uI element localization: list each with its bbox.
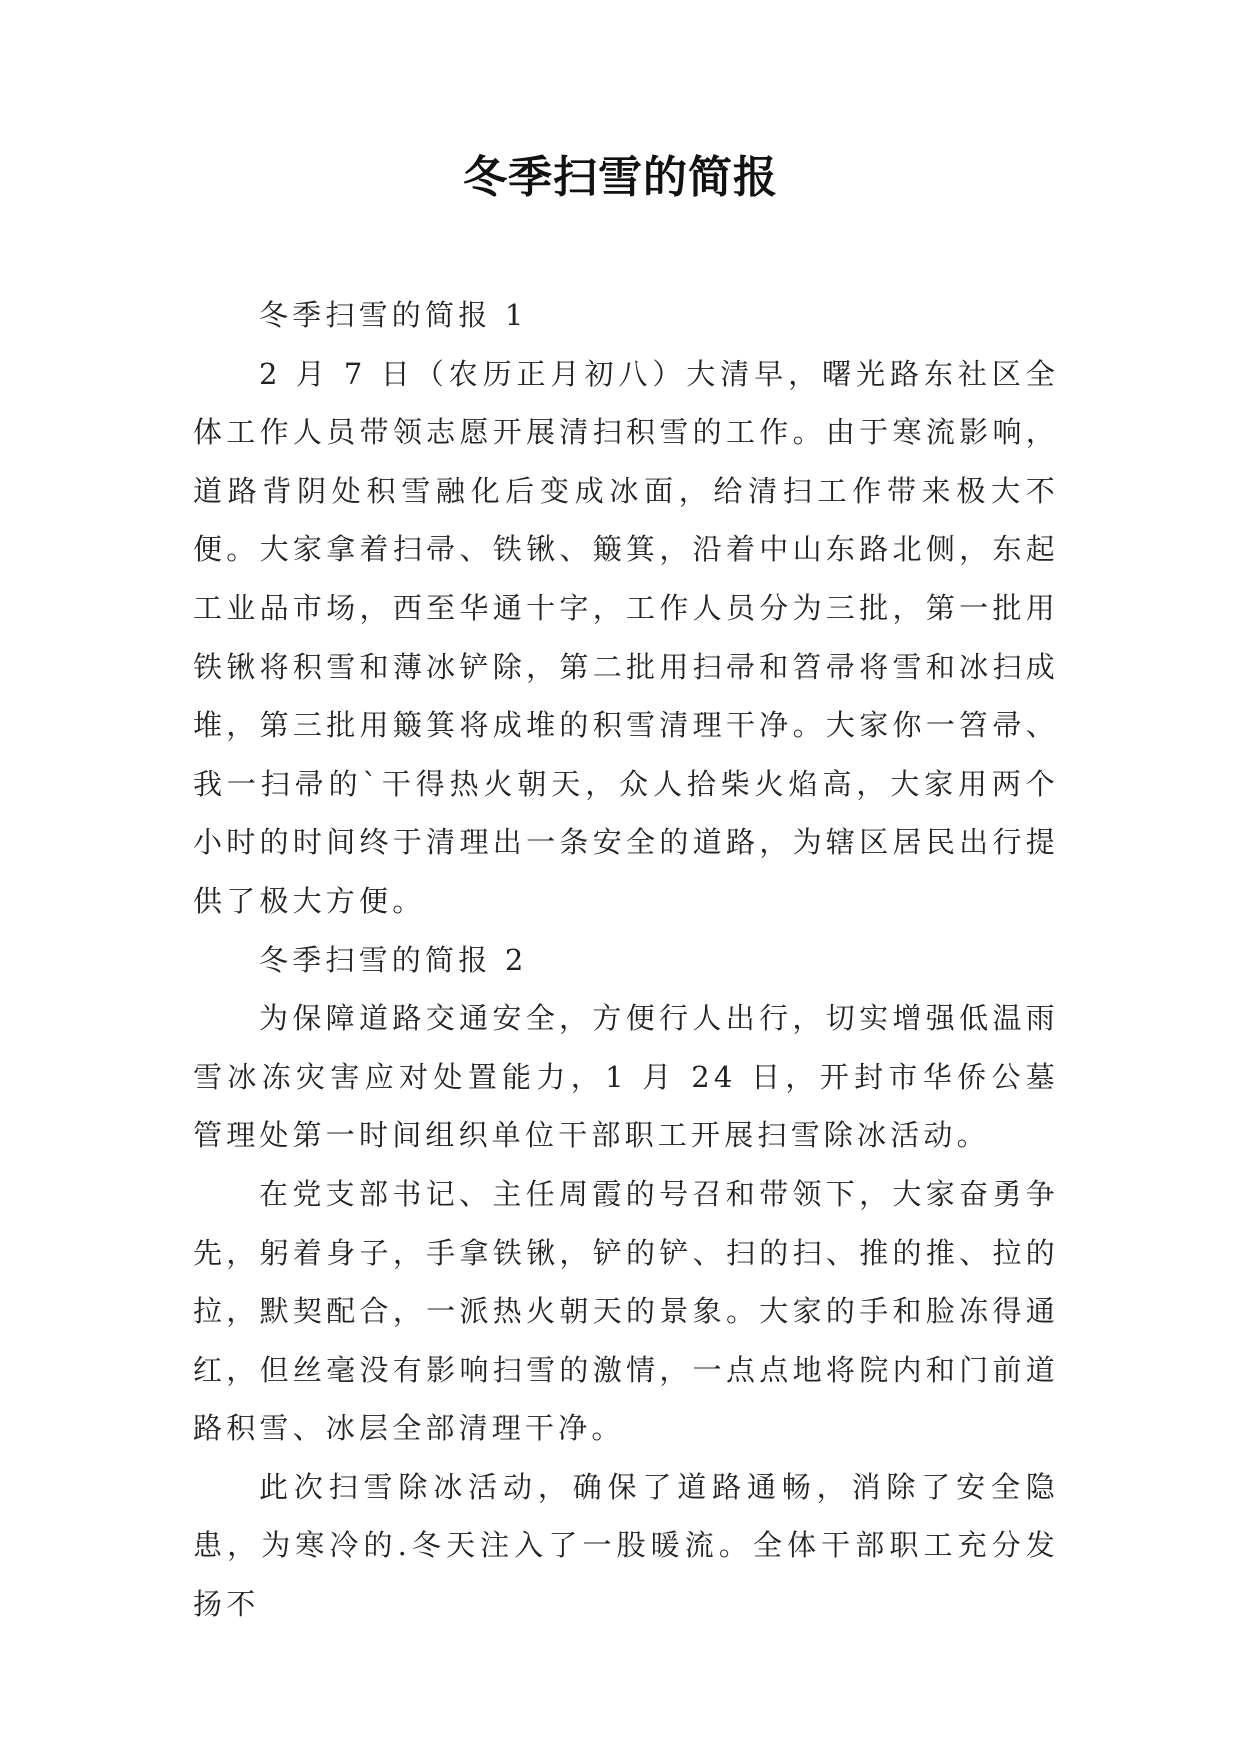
section-heading-1: 冬季扫雪的简报 1: [259, 298, 528, 332]
section-heading-2: 冬季扫雪的简报 2: [259, 942, 528, 977]
document-body: [193, 286, 1059, 1634]
paragraph: 此次扫雪除冰活动，确保了道路通畅，消除了安全隐患，为寒冷的.冬天注入了一股暖流。全体干部职工充分发扬不: [193, 1469, 1059, 1622]
paragraph: 2 月 7 日（农历正月初八）大清早，曙光路东社区全体工作人员带领志愿开展清扫积雪的工作。由于寒流影响，道路背阴处积雪融化后变成冰面，给清扫工作带来极大不便。大家拿着扫帚、铁锹、簸箕，沿着中山东路北侧，东起工业品市场，西至华通十字，工作人员分为三批，第一批用铁锹将积雪和薄冰铲除，第二批用扫帚和笤帚将雪和冰扫成堆，第三批用簸箕将成堆的积雪清理干净。大家你一笤帚、我一扫帚的`干得热火朝天，众人拾柴火焰高，大家用两个小时的时间终于清理出一条安全的道路，为辖区居民出行提供了极大方便。: [193, 356, 1059, 918]
paragraph: 为保障道路交通安全，方便行人出行，切实增强低温雨雪冰冻灾害应对处置能力，1 月 24 日，开封市华侨公墓管理处第一时间组织单位干部职工开展扫雪除冰活动。: [193, 1001, 1059, 1153]
document-title: 冬季扫雪的简报: [463, 152, 778, 203]
paragraph: 在党支部书记、主任周霞的号召和带领下，大家奋勇争先，躬着身子，手拿铁锹，铲的铲、扫的扫、推的推、拉的拉，默契配合，一派热火朝天的景象。大家的手和脸冻得通红，但丝毫没有影响扫雪的激情，一点点地将院内和门前道路积雪、冰层全部清理干净。: [193, 1176, 1059, 1446]
